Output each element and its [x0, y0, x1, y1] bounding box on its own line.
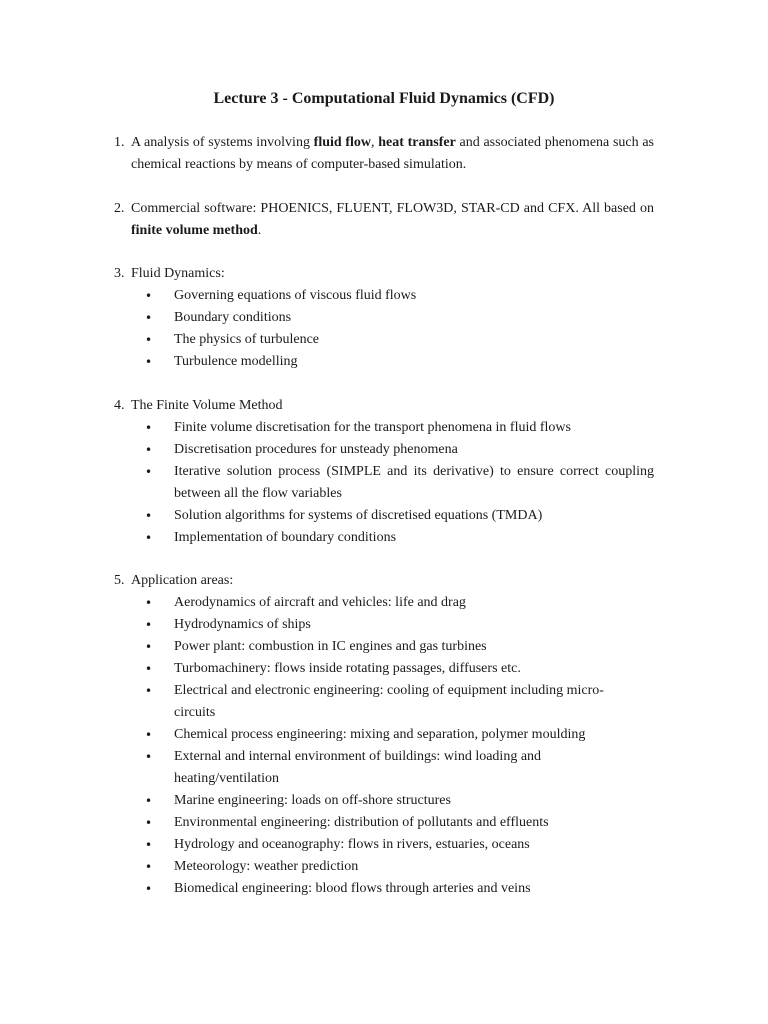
bullet-icon: •	[145, 640, 153, 654]
section-5-bullet-list	[114, 592, 654, 900]
bullet-icon: •	[145, 882, 153, 896]
list-item-text: External and internal environment of buildings: wind loading and heating/ventilation	[174, 749, 542, 786]
bullet-icon: •	[145, 838, 153, 852]
section-3-heading-row	[114, 263, 654, 285]
section-2-number: 2.	[114, 201, 125, 216]
list-item	[114, 285, 654, 307]
section-3-heading: Fluid Dynamics:	[131, 266, 225, 281]
section-4-number: 4.	[114, 398, 125, 413]
list-item-text: Discretisation procedures for unsteady phenomena	[174, 442, 458, 457]
bullet-icon: •	[145, 355, 153, 369]
bold-heat-transfer: heat transfer	[378, 135, 456, 150]
list-item	[114, 329, 654, 351]
list-item	[114, 856, 654, 878]
bullet-icon: •	[145, 750, 153, 764]
list-item	[114, 592, 654, 614]
bullet-icon: •	[145, 311, 153, 325]
section-5-heading-row	[114, 570, 654, 592]
bullet-icon: •	[145, 662, 153, 676]
section-1-text-part: and associated phenomena such as chemical reactions by means of computer-based simulation.	[131, 135, 654, 172]
bullet-icon: •	[145, 816, 153, 830]
list-item-text: Turbulence modelling	[174, 354, 298, 369]
list-item	[114, 351, 654, 373]
section-4-bullet-list	[114, 417, 654, 549]
bold-fluid-flow: fluid flow	[313, 135, 372, 150]
section-5	[114, 570, 654, 900]
section-2-paragraph	[114, 198, 654, 242]
bullet-icon: •	[145, 728, 153, 742]
list-item	[114, 636, 654, 658]
section-5-number: 5.	[114, 573, 125, 588]
bullet-icon: •	[145, 509, 153, 523]
list-item	[114, 439, 654, 461]
bullet-icon: •	[145, 421, 153, 435]
list-item-text: Chemical process engineering: mixing and separation, polymer moulding	[174, 727, 586, 742]
section-4-heading: The Finite Volume Method	[131, 398, 283, 413]
bullet-icon: •	[145, 333, 153, 347]
section-2	[114, 198, 654, 242]
list-item-text: Marine engineering: loads on off-shore structures	[174, 793, 451, 808]
list-item-text: Electrical and electronic engineering: cooling of equipment including micro-circuits	[174, 683, 604, 720]
list-item	[114, 790, 654, 812]
section-3-bullet-list	[114, 285, 654, 373]
section-1	[114, 132, 654, 176]
bullet-icon: •	[145, 618, 153, 632]
list-item	[114, 878, 654, 900]
list-item	[114, 680, 654, 724]
list-item-text: Hydrology and oceanography: flows in rivers, estuaries, oceans	[174, 837, 530, 852]
section-2-text	[131, 198, 654, 242]
section-1-text-part: A analysis of systems involving	[131, 135, 314, 150]
list-item-text: Meteorology: weather prediction	[174, 859, 359, 874]
section-3-number: 3.	[114, 266, 125, 281]
bullet-icon: •	[145, 596, 153, 610]
section-4-heading-row	[114, 395, 654, 417]
list-item-text: The physics of turbulence	[174, 332, 320, 347]
list-item-text: Solution algorithms for systems of discretised equations (TMDA)	[174, 508, 543, 523]
list-item-text: Finite volume discretisation for the transport phenomena in fluid flows	[174, 420, 571, 435]
list-item	[114, 527, 654, 549]
bullet-icon: •	[145, 465, 153, 479]
list-item	[114, 812, 654, 834]
page-title: Lecture 3 - Computational Fluid Dynamics (CFD)	[213, 90, 555, 107]
bullet-icon: •	[145, 531, 153, 545]
list-item	[114, 746, 654, 790]
section-3	[114, 263, 654, 373]
list-item-text: Iterative solution process (SIMPLE and its derivative) to ensure correct coupling between all the flow variables	[174, 464, 654, 501]
section-2-text-part: .	[257, 223, 262, 238]
list-item	[114, 724, 654, 746]
section-1-text-part: ,	[371, 135, 379, 150]
bullet-icon: •	[145, 289, 153, 303]
bullet-icon: •	[145, 860, 153, 874]
list-item	[114, 417, 654, 439]
list-item-text: Implementation of boundary conditions	[174, 530, 397, 545]
bullet-icon: •	[145, 794, 153, 808]
section-1-number: 1.	[114, 135, 125, 150]
list-item-text: Aerodynamics of aircraft and vehicles: life and drag	[174, 595, 466, 610]
list-item-text: Hydrodynamics of ships	[174, 617, 311, 632]
section-1-text	[131, 132, 654, 176]
bullet-icon: •	[145, 684, 153, 698]
section-4	[114, 395, 654, 549]
list-item-text: Power plant: combustion in IC engines and gas turbines	[174, 639, 487, 654]
list-item	[114, 834, 654, 856]
list-item-text: Environmental engineering: distribution of pollutants and effluents	[174, 815, 549, 830]
list-item	[114, 307, 654, 329]
list-item-text: Turbomachinery: flows inside rotating passages, diffusers etc.	[174, 661, 521, 676]
section-2-text-part: Commercial software: PHOENICS, FLUENT, FLOW3D, STAR-CD and CFX. All based on	[131, 201, 654, 216]
list-item-text: Boundary conditions	[174, 310, 292, 325]
section-5-heading: Application areas:	[131, 573, 234, 588]
list-item	[114, 614, 654, 636]
bold-finite-volume-method: finite volume method	[131, 223, 258, 238]
bullet-icon: •	[145, 443, 153, 457]
list-item-text: Governing equations of viscous fluid flows	[174, 288, 417, 303]
list-item	[114, 658, 654, 680]
list-item	[114, 461, 654, 505]
section-1-paragraph	[114, 132, 654, 176]
list-item-text: Biomedical engineering: blood flows through arteries and veins	[174, 881, 531, 896]
list-item	[114, 505, 654, 527]
